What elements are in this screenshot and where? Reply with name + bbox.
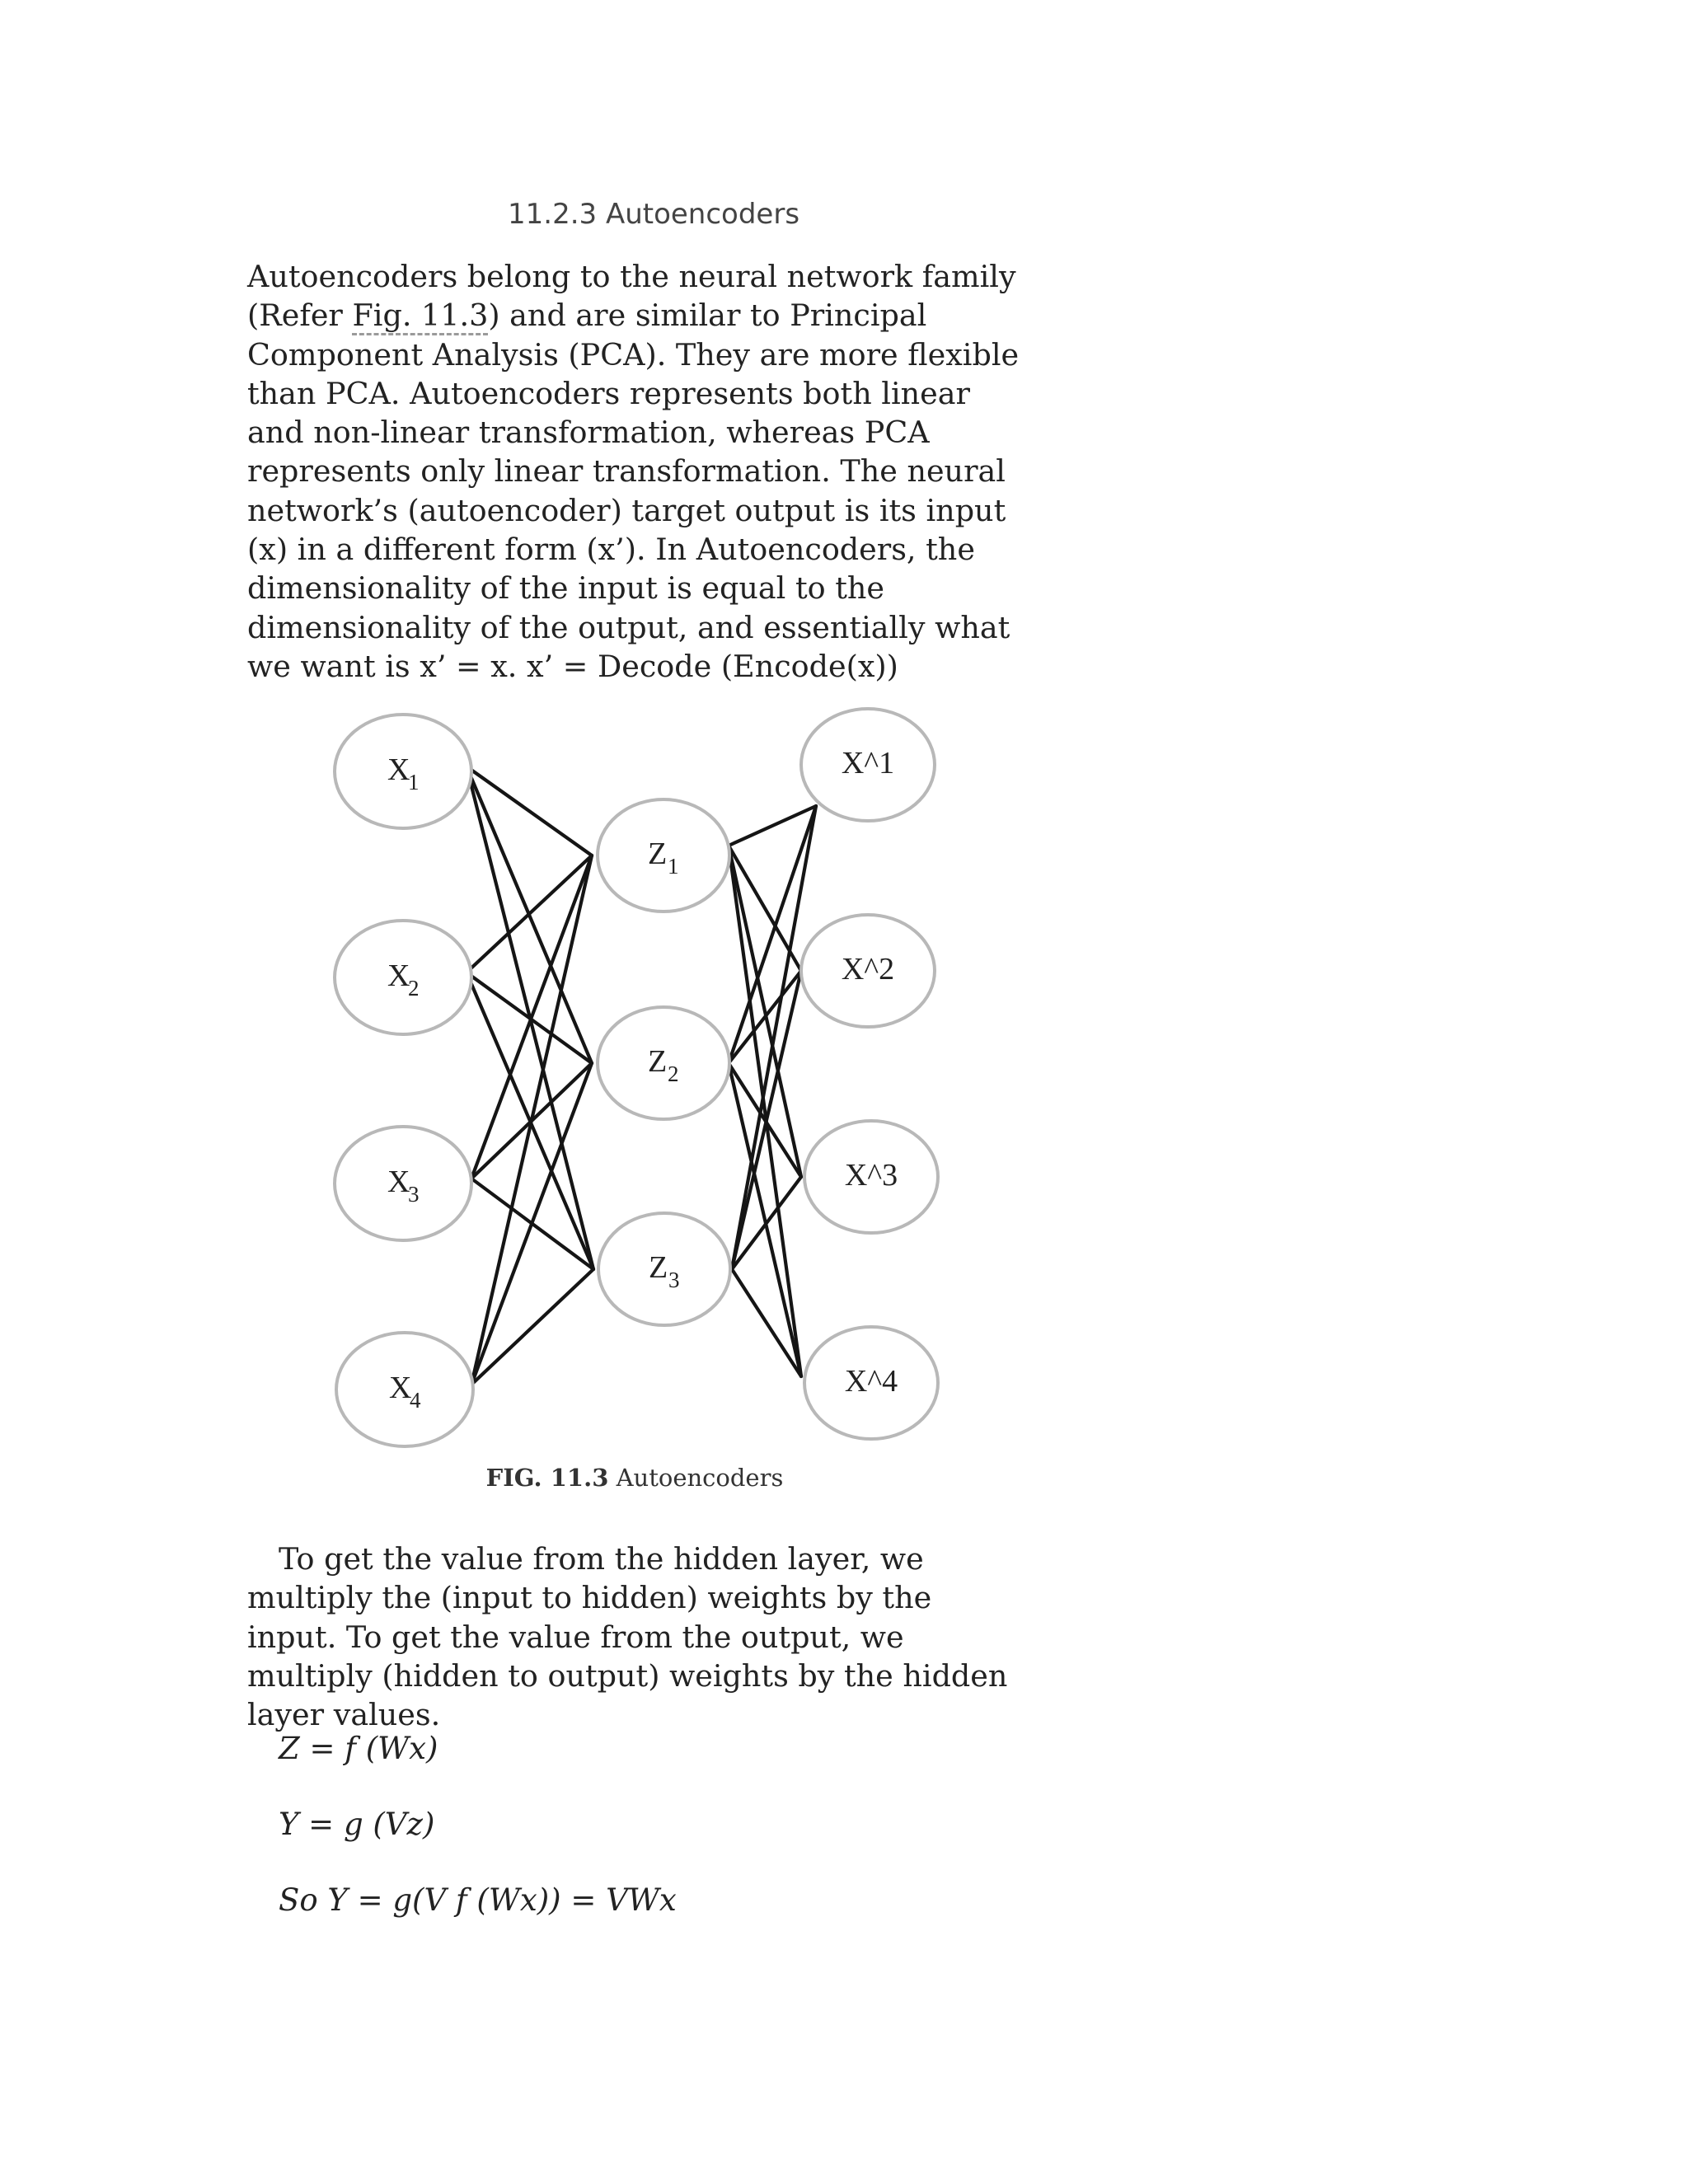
figure-caption: [0, 1464, 1269, 1492]
figure-reference-link[interactable]: Fig. 11.3: [352, 298, 488, 335]
intro-text-end: ) and are similar to Principal Component Analysis (PCA). They are more flexible than PCA. Autoencoders represents both linear and non-linear transformation, whereas PCA represents only linear transformation. The neural network’s (autoencoder) target output is its input (x) in a different form (x’). In Autoencoders, the dimensionality of the input is equal to the dimensionality of the output, and essentially what we want is x’ = x. x’ = Decode (Encode(x)): [247, 298, 1020, 684]
input-node-4-subscript: 4: [410, 1388, 421, 1413]
output-node-1-label: X^1: [841, 746, 895, 780]
figure-caption-text: Autoencoders: [608, 1464, 784, 1492]
output-node-3-label: X^3: [844, 1158, 898, 1193]
edge-input-4-hidden-3: [471, 1269, 593, 1385]
input-node-2: [335, 921, 471, 1034]
edge-input-2-hidden-1: [467, 855, 592, 972]
hidden-node-3-label: Z: [649, 1250, 668, 1285]
figure-caption-label: FIG. 11.3: [485, 1464, 609, 1492]
input-node-3-subscript: 3: [408, 1182, 420, 1207]
hidden-node-1: [598, 799, 729, 912]
edge-input-4-hidden-1: [471, 855, 592, 1385]
equation-z: Z = f (Wx): [279, 1731, 438, 1766]
hidden-node-3: [598, 1213, 730, 1325]
output-node-4-label: X^4: [844, 1364, 898, 1399]
input-node-1-subscript: 1: [408, 770, 420, 794]
hidden-layer-paragraph: To get the value from the hidden layer, we multiply the (input to hidden) weights by the input. To get the value from the output, we multiply (hidden to output) weights by the hidden layer values.: [247, 1541, 1008, 1733]
output-node-2: [801, 915, 935, 1027]
output-node-1: [801, 709, 935, 821]
input-node-2-subscript: 2: [408, 976, 420, 1001]
input-node-3-label: X: [387, 1165, 410, 1199]
hidden-node-3-subscript: 3: [668, 1268, 680, 1292]
hidden-node-2: [598, 1007, 729, 1119]
input-node-1-label: X: [387, 752, 410, 787]
hidden-node-1-label: Z: [648, 837, 668, 871]
input-node-2-label: X: [387, 958, 410, 993]
input-node-1: [335, 715, 471, 828]
equation-combined: So Y = g(V f (Wx)) = VWx: [279, 1882, 677, 1918]
output-node-3: [804, 1121, 938, 1233]
equation-y: Y = g (Vz): [279, 1807, 435, 1842]
input-node-4: [336, 1333, 473, 1446]
input-node-3: [335, 1127, 471, 1240]
output-node-2-label: X^2: [841, 952, 895, 987]
output-node-4: [804, 1327, 938, 1439]
hidden-node-2-subscript: 2: [668, 1062, 679, 1086]
hidden-node-1-subscript: 1: [668, 854, 679, 879]
hidden-node-2-label: Z: [648, 1044, 668, 1079]
input-node-4-label: X: [389, 1371, 412, 1405]
edge-hidden-3-output-4: [732, 1269, 801, 1376]
section-heading: 11.2.3 Autoencoders: [508, 198, 800, 231]
intro-text-start: Autoencoders belong to the neural network family (Refer: [247, 259, 1016, 334]
